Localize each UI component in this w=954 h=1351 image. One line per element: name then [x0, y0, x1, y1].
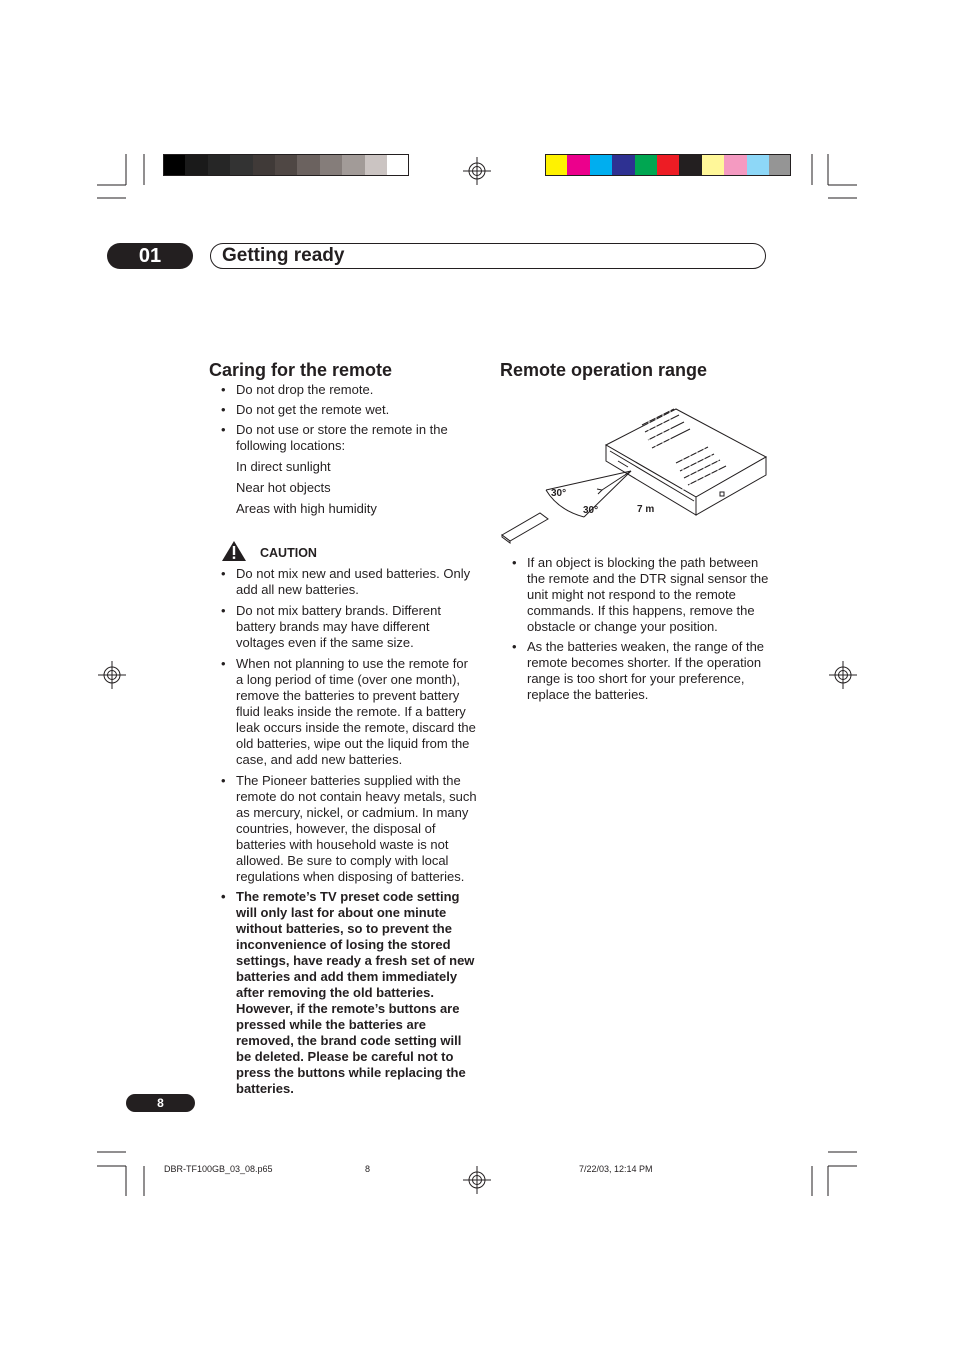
location-hot-objects: Near hot objects	[236, 480, 331, 495]
chapter-title: Getting ready	[222, 245, 345, 266]
range-heading: Remote operation range	[500, 360, 708, 380]
caring-heading: Caring for the remote	[209, 360, 393, 380]
footer-page: 8	[365, 1164, 371, 1174]
page-number: 8	[126, 1094, 195, 1112]
location-humidity: Areas with high humidity	[236, 501, 377, 516]
list-item: • The Pioneer batteries supplied with the remote do not contain heavy metals, such as mercury, nickel, or cadmium. In many countries, however, the disposal of batteries with household waste is not allowed. Be sure to comply with local regulations when disposing of batteries.	[221, 773, 477, 884]
remote-range-diagram	[498, 405, 773, 545]
registration-mark-top-icon	[463, 157, 491, 185]
list-item: • As the batteries weaken, the range of the remote becomes shorter. If the operation range is too short for your preference, replace the batteries.	[512, 639, 765, 702]
diagram-angle-lower: 30°	[583, 505, 599, 516]
registration-mark-bottom-icon	[463, 1166, 491, 1194]
chapter-number: 01	[107, 243, 193, 269]
list-item: • Do not mix new and used batteries. Only add all new batteries.	[221, 566, 471, 597]
list-item: • Do not mix battery brands. Different battery brands may have different voltages even if the same size.	[221, 603, 441, 650]
process-frame	[545, 154, 791, 176]
location-sunlight: In direct sunlight	[236, 459, 331, 474]
list-item: • Do not use or store the remote in the following locations:	[221, 422, 448, 453]
footer-date: 7/22/03, 12:14 PM	[579, 1164, 653, 1174]
grayscale-frame	[163, 154, 409, 176]
diagram-distance: 7 m	[637, 504, 655, 515]
registration-mark-left-icon	[98, 661, 126, 689]
list-item: • Do not get the remote wet.	[221, 402, 390, 417]
registration-mark-right-icon	[829, 661, 857, 689]
caution-label: CAUTION	[260, 546, 317, 560]
list-item-important: • The remote’s TV preset code setting will only last for about one minute without batteries, so to prevent the inconvenience of losing the stored settings, have ready a fresh set of new batteries and add them immediately after removing the old batteries. However, if the remote’s buttons are pressed while the batteries are removed, the brand code setting will be deleted. Please be careful not to press the buttons while replacing the batteries.	[221, 889, 475, 1096]
range-list	[512, 555, 770, 707]
caution-list	[221, 566, 477, 1101]
list-item: • If an object is blocking the path between the remote and the DTR signal sensor the unit might not respond to the remote commands. If this happens, remove the obstacle or change your position.	[512, 555, 769, 634]
caution-warning-icon	[221, 540, 247, 562]
list-item: • When not planning to use the remote for a long period of time (over one month), remove the batteries to prevent battery fluid leaks inside the remote. If a battery leak occurs inside the remote, discard the old batteries, wipe out the liquid from the case, and add new batteries.	[221, 656, 476, 767]
caring-list	[221, 382, 477, 458]
footer-filename: DBR-TF100GB_03_08.p65	[164, 1164, 273, 1174]
list-item: • Do not drop the remote.	[221, 382, 374, 397]
diagram-angle-upper: 30°	[551, 488, 567, 499]
